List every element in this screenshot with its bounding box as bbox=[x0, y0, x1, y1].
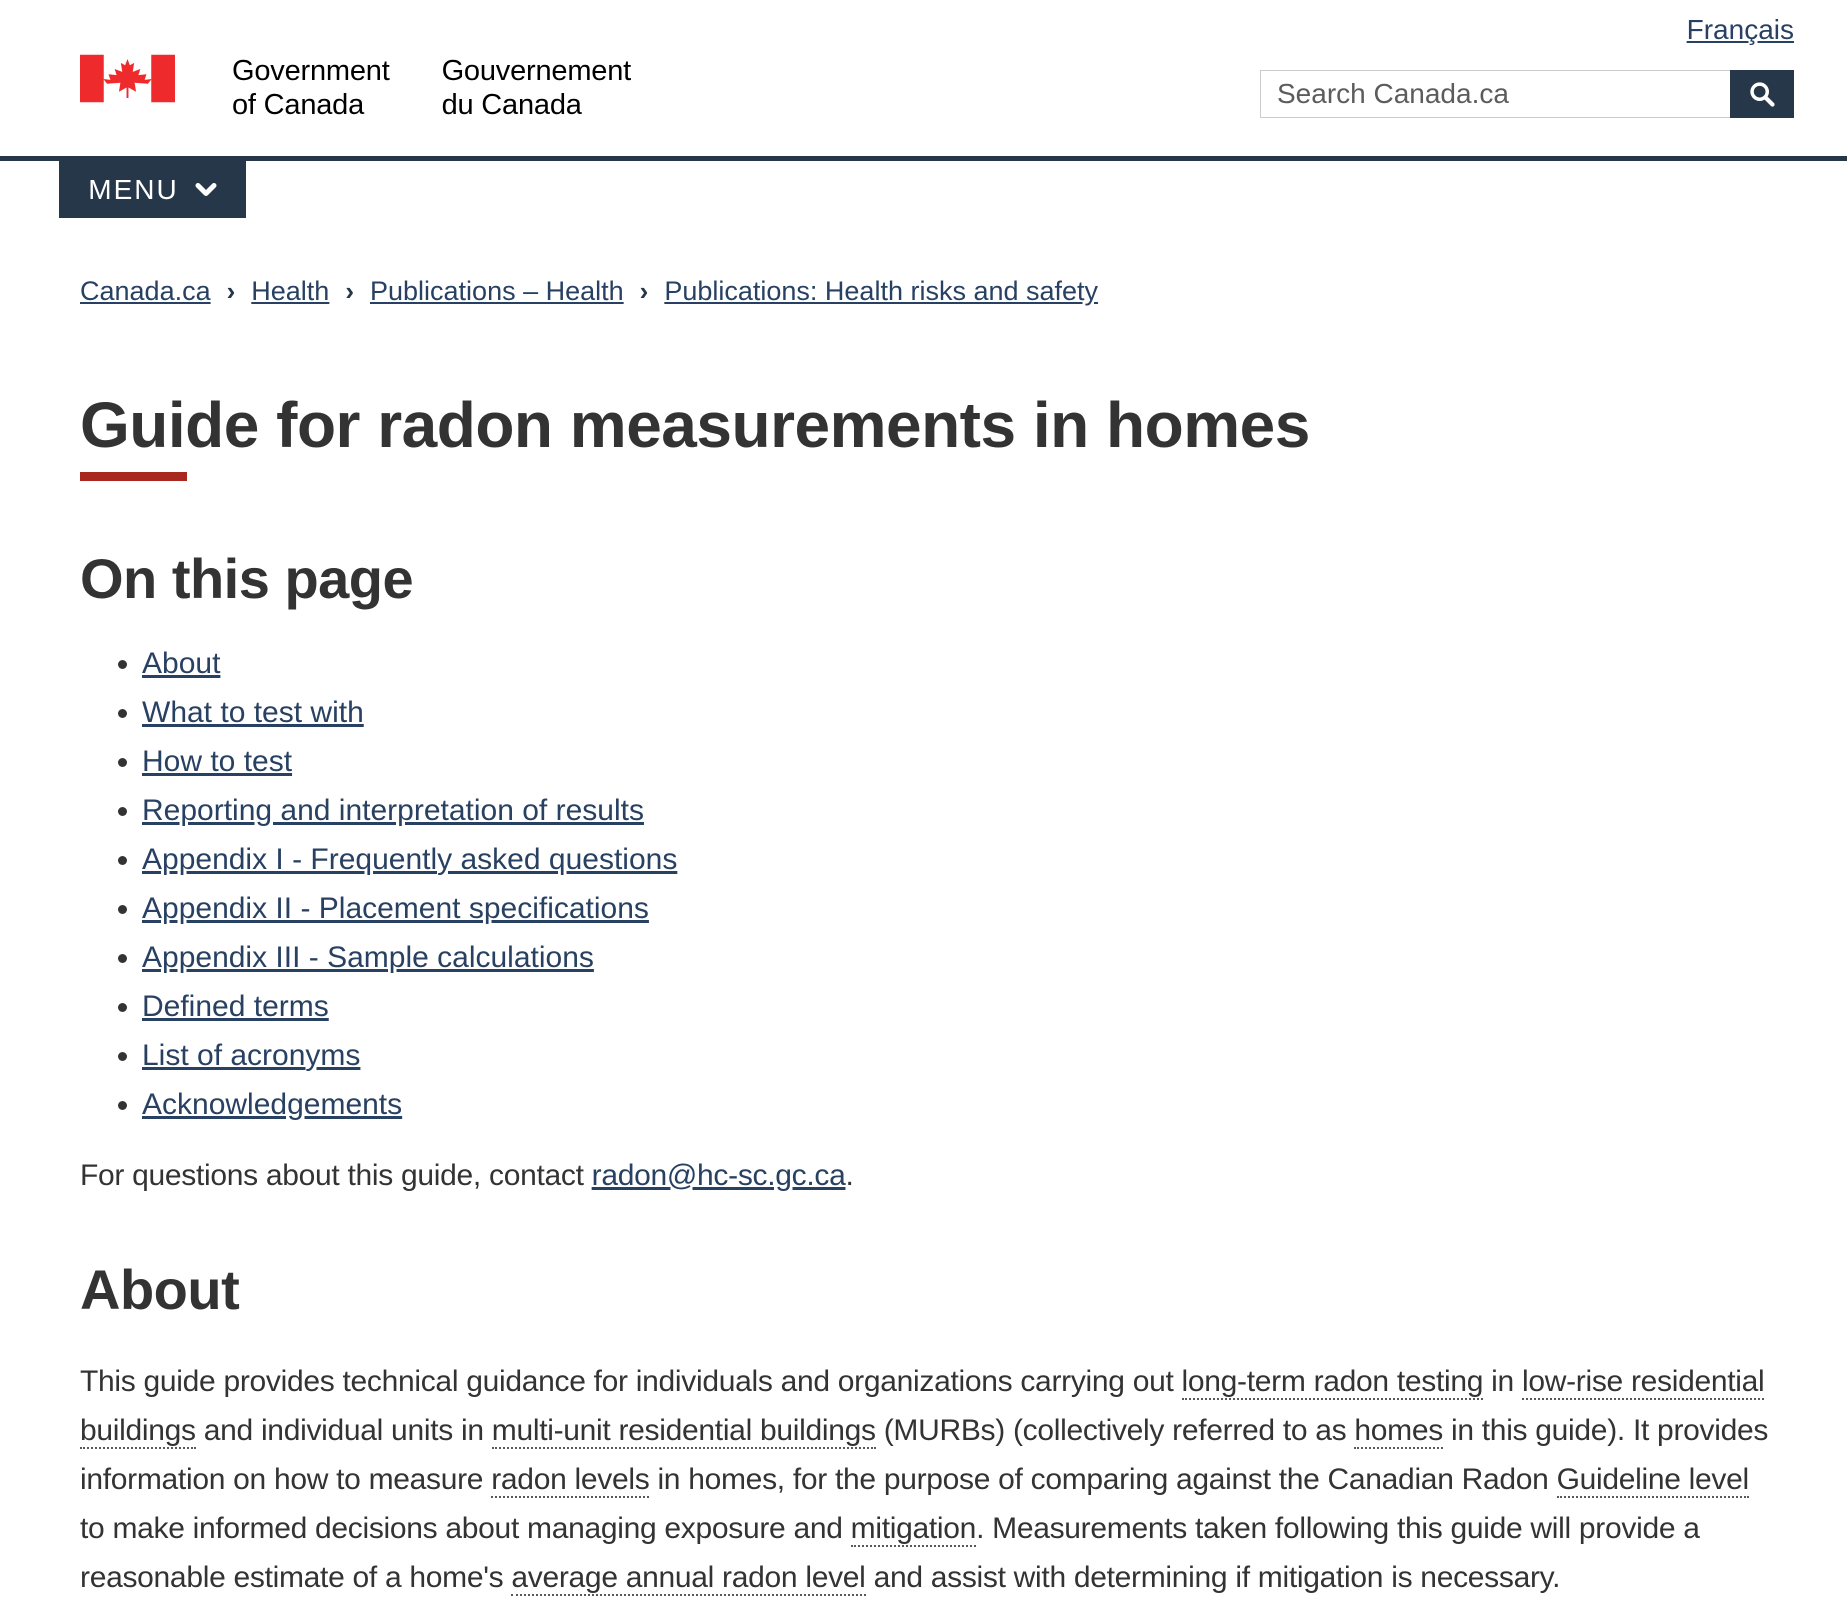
breadcrumb-link[interactable]: Publications – Health bbox=[370, 276, 624, 306]
main-content bbox=[80, 390, 1794, 1602]
contact-suffix: . bbox=[845, 1158, 854, 1192]
toc-link[interactable]: How to test bbox=[142, 744, 293, 778]
site-header bbox=[0, 0, 1847, 218]
toc-link[interactable]: Reporting and interpretation of results bbox=[142, 793, 644, 827]
title-accent-bar bbox=[80, 472, 187, 481]
page-title: Guide for radon measurements in homes bbox=[80, 389, 1310, 461]
toc-link[interactable]: Defined terms bbox=[142, 989, 329, 1023]
chevron-down-icon bbox=[195, 183, 217, 197]
signature-text-en: Government of Canada bbox=[232, 55, 390, 121]
toc-item bbox=[142, 639, 1794, 688]
toc-link[interactable]: Appendix I - Frequently asked questions bbox=[142, 842, 678, 876]
toc-item bbox=[142, 982, 1794, 1031]
defined-term-link[interactable]: average annual radon level bbox=[511, 1560, 866, 1594]
toc-item bbox=[142, 786, 1794, 835]
toc-item bbox=[142, 884, 1794, 933]
defined-term-link[interactable]: long-term radon testing bbox=[1181, 1364, 1484, 1398]
search-button[interactable] bbox=[1730, 70, 1794, 118]
toc-item bbox=[142, 737, 1794, 786]
search-input[interactable] bbox=[1260, 70, 1730, 118]
breadcrumb-separator-icon: › bbox=[639, 276, 649, 306]
search-icon bbox=[1748, 80, 1776, 108]
contact-line bbox=[80, 1151, 1794, 1200]
breadcrumb-separator-icon: › bbox=[345, 276, 354, 306]
menu-button-label: MENU bbox=[88, 173, 179, 205]
menu-button[interactable] bbox=[59, 161, 246, 218]
contact-text: For questions about this guide, contact bbox=[80, 1158, 592, 1192]
on-this-page-heading: On this page bbox=[80, 547, 414, 611]
breadcrumb-link[interactable]: Canada.ca bbox=[80, 276, 211, 306]
defined-term-link[interactable]: low-rise residential buildings bbox=[80, 1364, 1765, 1447]
toc-item bbox=[142, 1031, 1794, 1080]
toc-link[interactable]: List of acronyms bbox=[142, 1038, 361, 1072]
goc-signature bbox=[80, 54, 631, 122]
toc-link[interactable]: Appendix II - Placement specifications bbox=[142, 891, 649, 925]
breadcrumb-link[interactable]: Publications: Health risks and safety bbox=[664, 276, 1099, 306]
breadcrumb-link[interactable]: Health bbox=[251, 276, 330, 306]
canada-flag-icon bbox=[80, 54, 175, 103]
toc-link[interactable]: Appendix III - Sample calculations bbox=[142, 940, 594, 974]
about-paragraph: This guide provides technical guidance for individuals and organizations carrying out long-term radon testing in low-rise residential buildings and individual units in multi-unit residential buildings (MURBs) (collectively referred to as homes in this guide). It provides information on how to measure radon levels in homes, for the purpose of comparing against the Canadian Radon Guideline level to make informed decisions about managing exposure and mitigation. Measurements taken following this guide will provide a reasonable estimate of a home's average annual radon level and assist with determining if mitigation is necessary. bbox=[80, 1364, 1769, 1594]
toc-link[interactable]: About bbox=[142, 646, 221, 680]
defined-term-link[interactable]: radon levels bbox=[491, 1462, 650, 1496]
about-heading: About bbox=[80, 1257, 240, 1321]
toc-item bbox=[142, 688, 1794, 737]
language-toggle-link[interactable]: Français bbox=[1686, 14, 1794, 45]
defined-term-link[interactable]: multi-unit residential buildings bbox=[491, 1413, 876, 1447]
breadcrumb-list bbox=[80, 276, 1098, 306]
main-menu-bar bbox=[0, 156, 1847, 218]
toc-link[interactable]: Acknowledgements bbox=[142, 1087, 403, 1121]
breadcrumb bbox=[80, 272, 1794, 310]
contact-email-link[interactable]: radon@hc-sc.gc.ca bbox=[591, 1158, 846, 1192]
toc-item bbox=[142, 1080, 1794, 1129]
toc-link[interactable]: What to test with bbox=[142, 695, 364, 729]
signature-text-fr: Gouvernement du Canada bbox=[441, 55, 632, 121]
defined-term-link[interactable]: Guideline level bbox=[1556, 1462, 1749, 1496]
site-search bbox=[1260, 70, 1794, 118]
defined-term-link[interactable]: homes bbox=[1354, 1413, 1443, 1447]
defined-term-link[interactable]: mitigation bbox=[850, 1511, 977, 1545]
toc-item bbox=[142, 835, 1794, 884]
on-this-page-list bbox=[80, 639, 1794, 1129]
toc-item bbox=[142, 933, 1794, 982]
breadcrumb-separator-icon: › bbox=[226, 276, 236, 306]
